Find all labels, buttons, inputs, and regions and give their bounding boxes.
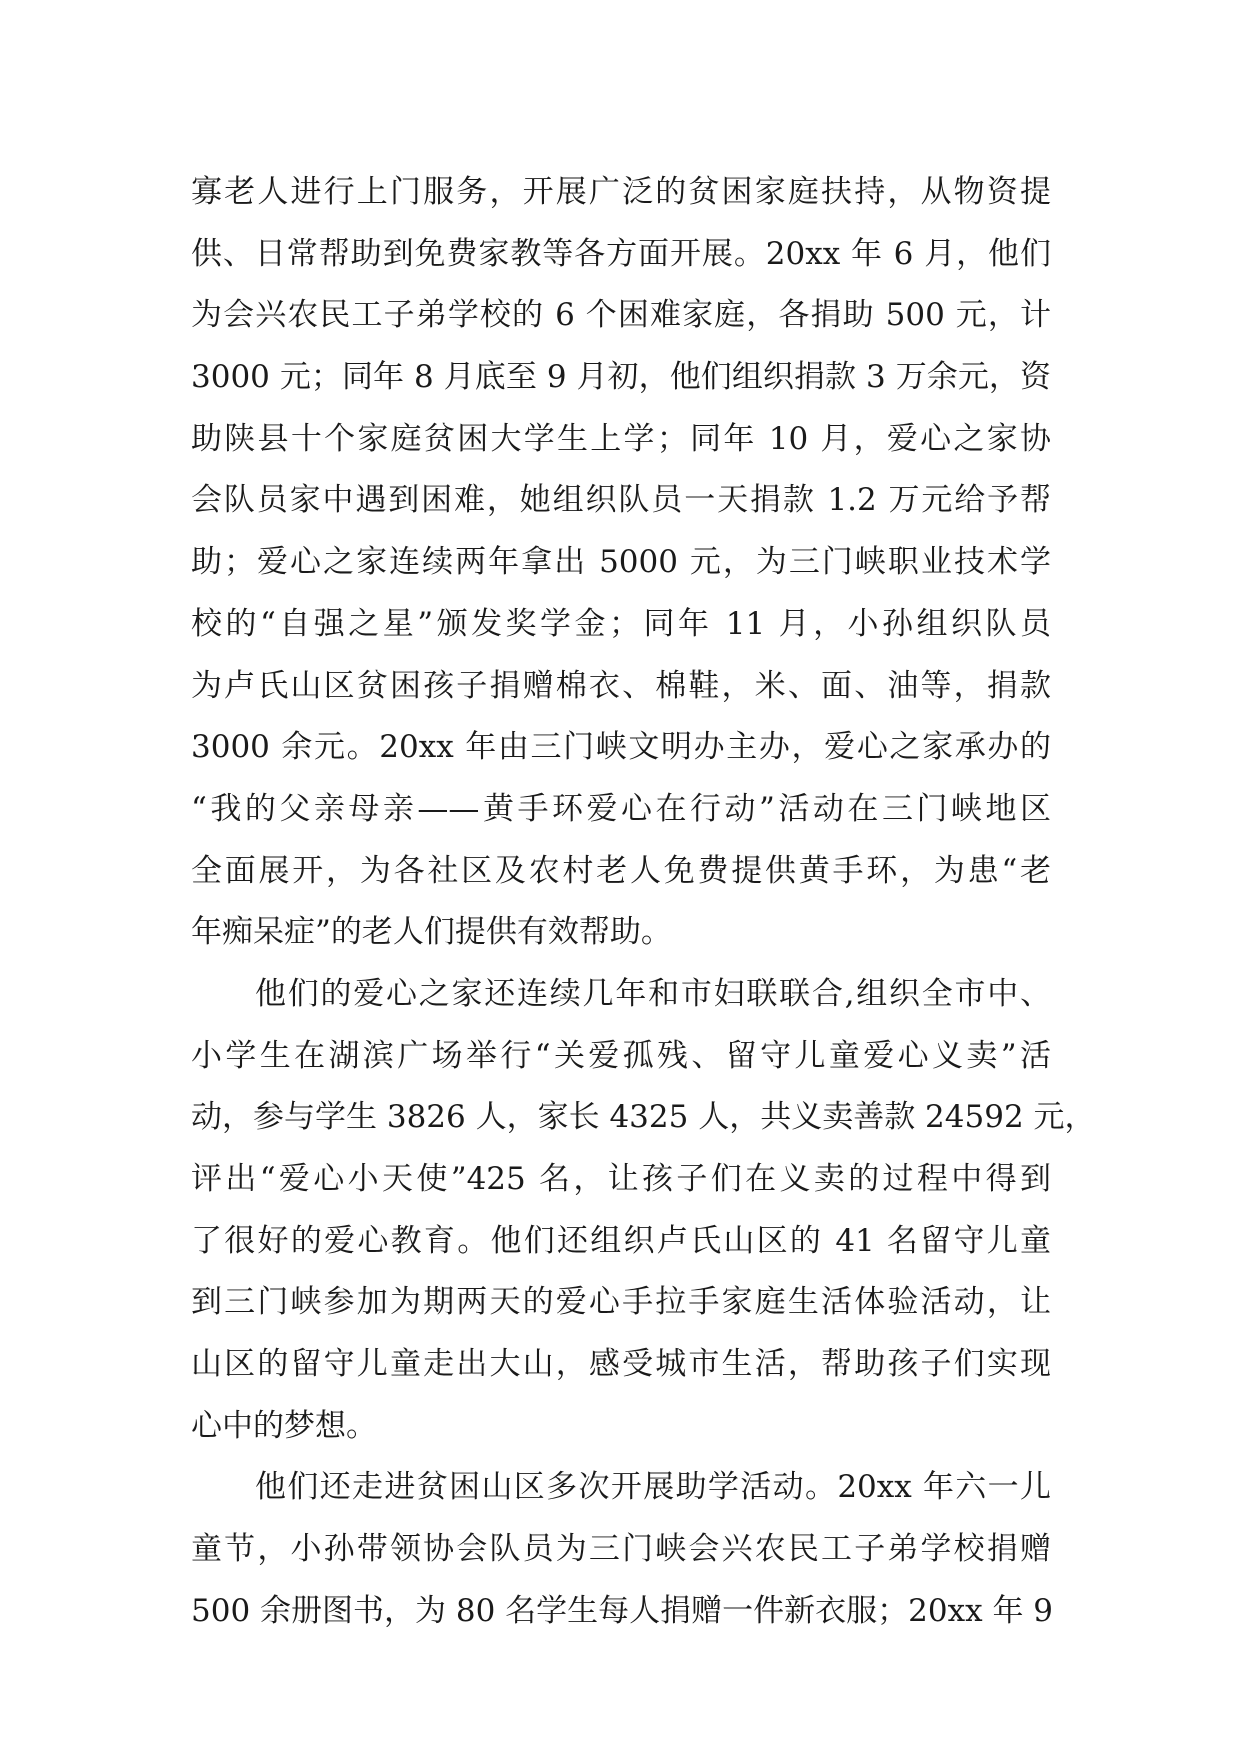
text-line: 到三门峡参加为期两天的爱心手拉手家庭生活体验活动，让: [191, 1284, 1051, 1321]
text-line: 山区的留守儿童走出大山，感受城市生活，帮助孩子们实现: [191, 1346, 1051, 1383]
text-line: 供、日常帮助到免费家教等各方面开展。20xx 年 6 月，他们: [191, 235, 1051, 272]
text-line: 校的“自强之星”颁发奖学金；同年 11 月，小孙组织队员: [191, 605, 1051, 642]
text-line: 年痴呆症”的老人们提供有效帮助。: [191, 914, 672, 951]
text-line: “我的父亲母亲——黄手环爱心在行动”活动在三门峡地区: [191, 790, 1051, 827]
text-line: 小学生在湖滨广场举行“关爱孤残、留守儿童爱心义卖”活: [191, 1037, 1051, 1074]
document-body: [191, 162, 1096, 1643]
text-line: 会队员家中遇到困难，她组织队员一天捐款 1.2 万元给予帮: [191, 482, 1051, 519]
text-line: 为会兴农民工子弟学校的 6 个困难家庭，各捐助 500 元，计: [191, 297, 1051, 334]
text-line: 3000 余元。20xx 年由三门峡文明办主办，爱心之家承办的: [191, 729, 1051, 766]
text-line: 500 余册图书，为 80 名学生每人捐赠一件新衣服；20xx 年 9: [191, 1592, 1054, 1629]
text-line: 寡老人进行上门服务，开展广泛的贫困家庭扶持，从物资提: [191, 174, 1051, 210]
text-line: 动，参与学生 3826 人，家长 4325 人，共义卖善款 24592 元，: [191, 1099, 1096, 1136]
text-line: 为卢氏山区贫困孩子捐赠棉衣、棉鞋，米、面、油等，捐款: [191, 667, 1051, 704]
text-line: 了很好的爱心教育。他们还组织卢氏山区的 41 名留守儿童: [191, 1222, 1051, 1259]
text-line: 助陕县十个家庭贫困大学生上学；同年 10 月，爱心之家协: [191, 420, 1051, 457]
text-line: 他们的爱心之家还连续几年和市妇联联合,组织全市中、: [255, 975, 1051, 1012]
text-line: 心中的梦想。: [191, 1407, 377, 1444]
text-line: 全面展开，为各社区及农村老人免费提供黄手环，为患“老: [191, 852, 1051, 889]
text-line: 他们还走进贫困山区多次开展助学活动。20xx 年六一儿: [255, 1469, 1051, 1506]
paragraph-1: [191, 162, 1051, 964]
text-line: 助；爱心之家连续两年拿出 5000 元，为三门峡职业技术学: [191, 544, 1051, 581]
text-line: 3000 元；同年 8 月底至 9 月初，他们组织捐款 3 万余元，资: [191, 359, 1051, 396]
text-line: 评出“爱心小天使”425 名，让孩子们在义卖的过程中得到: [191, 1161, 1051, 1197]
text-line: 童节，小孙带领协会队员为三门峡会兴农民工子弟学校捐赠: [191, 1531, 1051, 1568]
paragraph-2: [191, 964, 1096, 1458]
paragraph-3: [191, 1457, 1054, 1642]
